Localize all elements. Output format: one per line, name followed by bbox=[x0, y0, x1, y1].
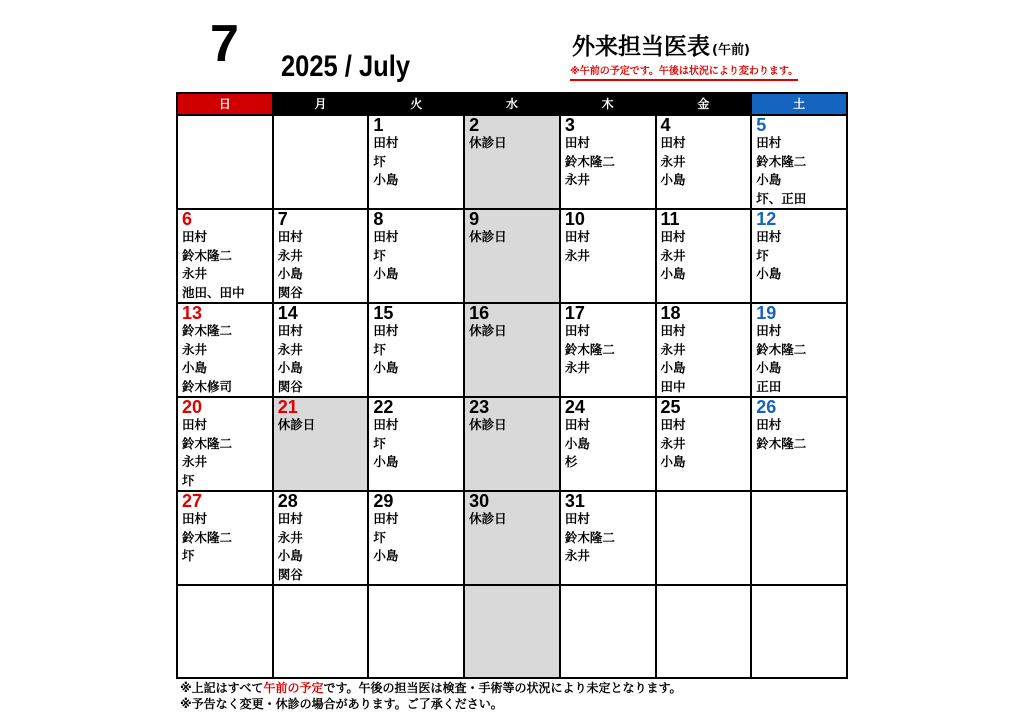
doctor-name: 圷 bbox=[373, 435, 386, 451]
footer-line-1-suffix: です。午後の担当医は検査・手術等の状況により未定となります。 bbox=[323, 681, 682, 695]
day-number: 13 bbox=[182, 303, 203, 323]
closed-day-label: 休診日 bbox=[469, 135, 507, 150]
day-number: 15 bbox=[373, 303, 394, 323]
doctor-name: 圷 bbox=[373, 247, 386, 263]
doctor-name: 田村 bbox=[564, 511, 590, 526]
calendar-week-row bbox=[177, 209, 847, 303]
doctor-name: 永井 bbox=[660, 247, 686, 263]
calendar-day-cell bbox=[368, 209, 464, 303]
doctor-name: 永井 bbox=[182, 454, 208, 469]
day-number: 9 bbox=[469, 209, 480, 229]
weekday-sat: 土 bbox=[751, 93, 847, 115]
calendar-day-cell bbox=[560, 209, 656, 303]
calendar-day-cell bbox=[560, 585, 656, 678]
weekday-mon: 月 bbox=[273, 93, 369, 115]
doctor-name: 田村 bbox=[373, 135, 399, 150]
closed-day-label: 休診日 bbox=[469, 323, 507, 338]
calendar-day-cell bbox=[273, 585, 369, 678]
day-number: 18 bbox=[660, 303, 681, 323]
calendar-day-cell bbox=[368, 585, 464, 678]
calendar-day-cell bbox=[464, 115, 560, 209]
doctor-name: 田村 bbox=[277, 229, 303, 244]
weekday-header-row bbox=[177, 93, 847, 115]
doctor-name: 永井 bbox=[564, 172, 590, 187]
doctor-name: 小島 bbox=[660, 172, 686, 187]
doctor-name: 永井 bbox=[277, 529, 303, 545]
day-number: 12 bbox=[756, 209, 777, 229]
doctor-name: 小島 bbox=[277, 548, 303, 563]
calendar-day-cell bbox=[464, 303, 560, 397]
calendar-day-cell bbox=[656, 585, 752, 678]
doctor-name: 鈴木隆二 bbox=[182, 247, 233, 263]
doctor-name: 小島 bbox=[660, 360, 686, 375]
calendar-week-row bbox=[177, 491, 847, 585]
day-number: 3 bbox=[564, 115, 575, 135]
closed-day-label: 休診日 bbox=[469, 511, 507, 526]
closed-day-label: 休診日 bbox=[277, 417, 316, 432]
doctor-name: 圷 bbox=[373, 341, 386, 357]
day-number: 7 bbox=[277, 209, 288, 229]
doctor-name: 鈴木隆二 bbox=[756, 153, 807, 169]
schedule-title-suffix: (午前) bbox=[712, 43, 750, 58]
calendar-day-cell bbox=[464, 491, 560, 585]
calendar-day-cell bbox=[464, 397, 560, 491]
doctor-name: 正田 bbox=[756, 378, 782, 394]
doctor-name: 永井 bbox=[660, 341, 686, 357]
doctor-name: 小島 bbox=[756, 172, 782, 187]
day-number: 14 bbox=[277, 303, 298, 323]
doctor-name: 小島 bbox=[373, 172, 399, 187]
calendar-week-row bbox=[177, 397, 847, 491]
calendar-day-cell bbox=[751, 585, 847, 678]
doctor-name: 圷 bbox=[756, 247, 769, 263]
doctor-name: 杉 bbox=[564, 454, 578, 469]
calendar-day-cell bbox=[560, 303, 656, 397]
doctor-name: 永井 bbox=[564, 360, 590, 375]
calendar-day-cell bbox=[273, 115, 369, 209]
doctor-name: 小島 bbox=[660, 454, 686, 469]
calendar-day-cell bbox=[751, 303, 847, 397]
doctor-name: 田村 bbox=[564, 135, 590, 150]
calendar-day-cell bbox=[656, 303, 752, 397]
doctor-name: 小島 bbox=[182, 360, 208, 375]
closed-day-label: 休診日 bbox=[469, 417, 507, 432]
calendar-week-row bbox=[177, 115, 847, 209]
year-month-label: 2025 / July bbox=[281, 50, 411, 83]
doctor-name: 鈴木隆二 bbox=[564, 341, 615, 357]
calendar-day-cell bbox=[560, 397, 656, 491]
doctor-name: 圷 bbox=[373, 153, 386, 169]
day-number: 1 bbox=[373, 115, 384, 135]
calendar-day-cell bbox=[273, 397, 369, 491]
calendar-week-row bbox=[177, 585, 847, 678]
doctor-name: 田村 bbox=[564, 229, 590, 244]
day-number: 28 bbox=[277, 491, 298, 511]
doctor-name: 田村 bbox=[756, 135, 782, 150]
doctor-name: 小島 bbox=[373, 360, 399, 375]
calendar-day-cell bbox=[368, 491, 464, 585]
doctor-name: 小島 bbox=[277, 360, 303, 375]
doctor-name: 田村 bbox=[756, 323, 782, 338]
day-number: 6 bbox=[182, 209, 193, 229]
month-number: 7 bbox=[210, 15, 239, 73]
day-number: 22 bbox=[373, 397, 394, 417]
calendar-day-cell bbox=[368, 397, 464, 491]
calendar-week-row bbox=[177, 303, 847, 397]
doctor-name: 田中 bbox=[660, 378, 686, 394]
doctor-name: 鈴木隆二 bbox=[564, 153, 615, 169]
footer-line-1 bbox=[180, 680, 682, 696]
calendar-day-cell bbox=[751, 491, 847, 585]
closed-day-label: 休診日 bbox=[469, 229, 507, 244]
day-number: 21 bbox=[277, 397, 298, 417]
doctor-name: 永井 bbox=[277, 341, 303, 357]
footer-line-1-prefix: ※上記はすべて bbox=[180, 681, 264, 695]
doctor-name: 永井 bbox=[660, 435, 686, 451]
doctor-name: 田村 bbox=[660, 135, 686, 150]
footer-line-1-highlight: 午前の予定 bbox=[263, 681, 324, 695]
doctor-name: 永井 bbox=[277, 247, 303, 263]
doctor-name: 小島 bbox=[277, 266, 303, 281]
calendar-table bbox=[176, 92, 848, 679]
doctor-name: 田村 bbox=[182, 229, 208, 244]
calendar-day-cell bbox=[177, 115, 273, 209]
calendar-day-cell bbox=[177, 209, 273, 303]
calendar-day-cell bbox=[751, 397, 847, 491]
calendar-day-cell bbox=[751, 209, 847, 303]
doctor-name: 永井 bbox=[182, 266, 208, 281]
day-number: 25 bbox=[660, 397, 681, 417]
doctor-name: 圷 bbox=[182, 548, 195, 563]
doctor-name: 田村 bbox=[756, 229, 782, 244]
footer-notes bbox=[180, 680, 682, 712]
day-number: 19 bbox=[756, 303, 777, 323]
weekday-tue: 火 bbox=[368, 93, 464, 115]
day-number: 8 bbox=[373, 209, 384, 229]
doctor-name: 鈴木修司 bbox=[182, 378, 233, 394]
weekday-sun: 日 bbox=[177, 93, 273, 115]
doctor-name: 小島 bbox=[756, 360, 782, 375]
weekday-fri: 金 bbox=[656, 93, 752, 115]
doctor-name: 圷、正田 bbox=[756, 190, 807, 206]
calendar-day-cell bbox=[464, 209, 560, 303]
schedule-title: 外来担当医表 bbox=[572, 34, 710, 60]
weekday-wed: 水 bbox=[464, 93, 560, 115]
calendar-day-cell bbox=[177, 491, 273, 585]
day-number: 11 bbox=[660, 209, 680, 229]
doctor-name: 田村 bbox=[277, 511, 303, 526]
calendar-day-cell bbox=[273, 491, 369, 585]
doctor-name: 鈴木隆二 bbox=[564, 529, 615, 545]
doctor-name: 田村 bbox=[373, 229, 399, 244]
calendar-day-cell bbox=[656, 209, 752, 303]
doctor-name: 田村 bbox=[373, 417, 399, 432]
doctor-name: 田村 bbox=[660, 417, 686, 432]
title-block bbox=[572, 36, 842, 59]
doctor-name: 永井 bbox=[182, 341, 208, 357]
doctor-name: 鈴木隆二 bbox=[182, 435, 233, 451]
doctor-name: 田村 bbox=[564, 417, 590, 432]
calendar-day-cell bbox=[656, 397, 752, 491]
doctor-name: 関谷 bbox=[277, 566, 303, 582]
day-number: 2 bbox=[469, 115, 480, 135]
day-number: 16 bbox=[469, 303, 490, 323]
doctor-name: 田村 bbox=[373, 323, 399, 338]
calendar-day-cell bbox=[751, 115, 847, 209]
calendar-day-cell bbox=[368, 115, 464, 209]
calendar-day-cell bbox=[177, 397, 273, 491]
calendar-day-cell bbox=[368, 303, 464, 397]
day-number: 24 bbox=[564, 397, 585, 417]
day-number: 31 bbox=[564, 491, 585, 511]
doctor-name: 田村 bbox=[277, 323, 303, 338]
day-number: 10 bbox=[564, 209, 585, 229]
doctor-name: 永井 bbox=[660, 153, 686, 169]
doctor-name: 池田、田中 bbox=[182, 284, 245, 300]
doctor-name: 永井 bbox=[564, 548, 590, 563]
day-number: 26 bbox=[756, 397, 777, 417]
calendar-day-cell bbox=[177, 303, 273, 397]
day-number: 27 bbox=[182, 491, 203, 511]
day-number: 17 bbox=[564, 303, 585, 323]
doctor-name: 田村 bbox=[660, 229, 686, 244]
doctor-name: 小島 bbox=[373, 266, 399, 281]
calendar-body bbox=[177, 115, 847, 678]
doctor-name: 田村 bbox=[182, 511, 208, 526]
day-number: 30 bbox=[469, 491, 490, 511]
doctor-name: 田村 bbox=[373, 511, 399, 526]
calendar-day-cell bbox=[273, 303, 369, 397]
day-number: 20 bbox=[182, 397, 203, 417]
doctor-name: 関谷 bbox=[277, 378, 303, 394]
doctor-name: 小島 bbox=[564, 435, 590, 451]
footer-line-2: ※予告なく変更・休診の場合があります。ご了承ください。 bbox=[180, 697, 503, 711]
doctor-name: 小島 bbox=[373, 454, 399, 469]
calendar-day-cell bbox=[273, 209, 369, 303]
day-number: 4 bbox=[660, 115, 671, 135]
doctor-name: 圷 bbox=[182, 472, 195, 488]
doctor-name: 鈴木隆二 bbox=[182, 529, 233, 545]
doctor-name: 田村 bbox=[660, 323, 686, 338]
doctor-name: 田村 bbox=[564, 323, 590, 338]
doctor-name: 小島 bbox=[373, 548, 399, 563]
doctor-name: 田村 bbox=[756, 417, 782, 432]
calendar-day-cell bbox=[656, 491, 752, 585]
doctor-name: 永井 bbox=[564, 247, 590, 263]
doctor-name: 鈴木隆二 bbox=[756, 435, 807, 451]
schedule-note: ※午前の予定です。午後は状況により変わります。 bbox=[570, 66, 798, 81]
calendar-day-cell bbox=[464, 585, 560, 678]
doctor-name: 小島 bbox=[756, 266, 782, 281]
doctor-name: 関谷 bbox=[277, 284, 303, 300]
doctor-name: 田村 bbox=[182, 417, 208, 432]
doctor-name: 鈴木隆二 bbox=[182, 323, 233, 338]
calendar-day-cell bbox=[560, 115, 656, 209]
calendar-day-cell bbox=[656, 115, 752, 209]
day-number: 23 bbox=[469, 397, 490, 417]
calendar-day-cell bbox=[560, 491, 656, 585]
doctor-name: 鈴木隆二 bbox=[756, 341, 807, 357]
day-number: 29 bbox=[373, 491, 394, 511]
calendar-day-cell bbox=[177, 585, 273, 678]
weekday-thu: 木 bbox=[560, 93, 656, 115]
day-number: 5 bbox=[756, 115, 767, 135]
doctor-name: 圷 bbox=[373, 529, 386, 545]
doctor-name: 小島 bbox=[660, 266, 686, 281]
